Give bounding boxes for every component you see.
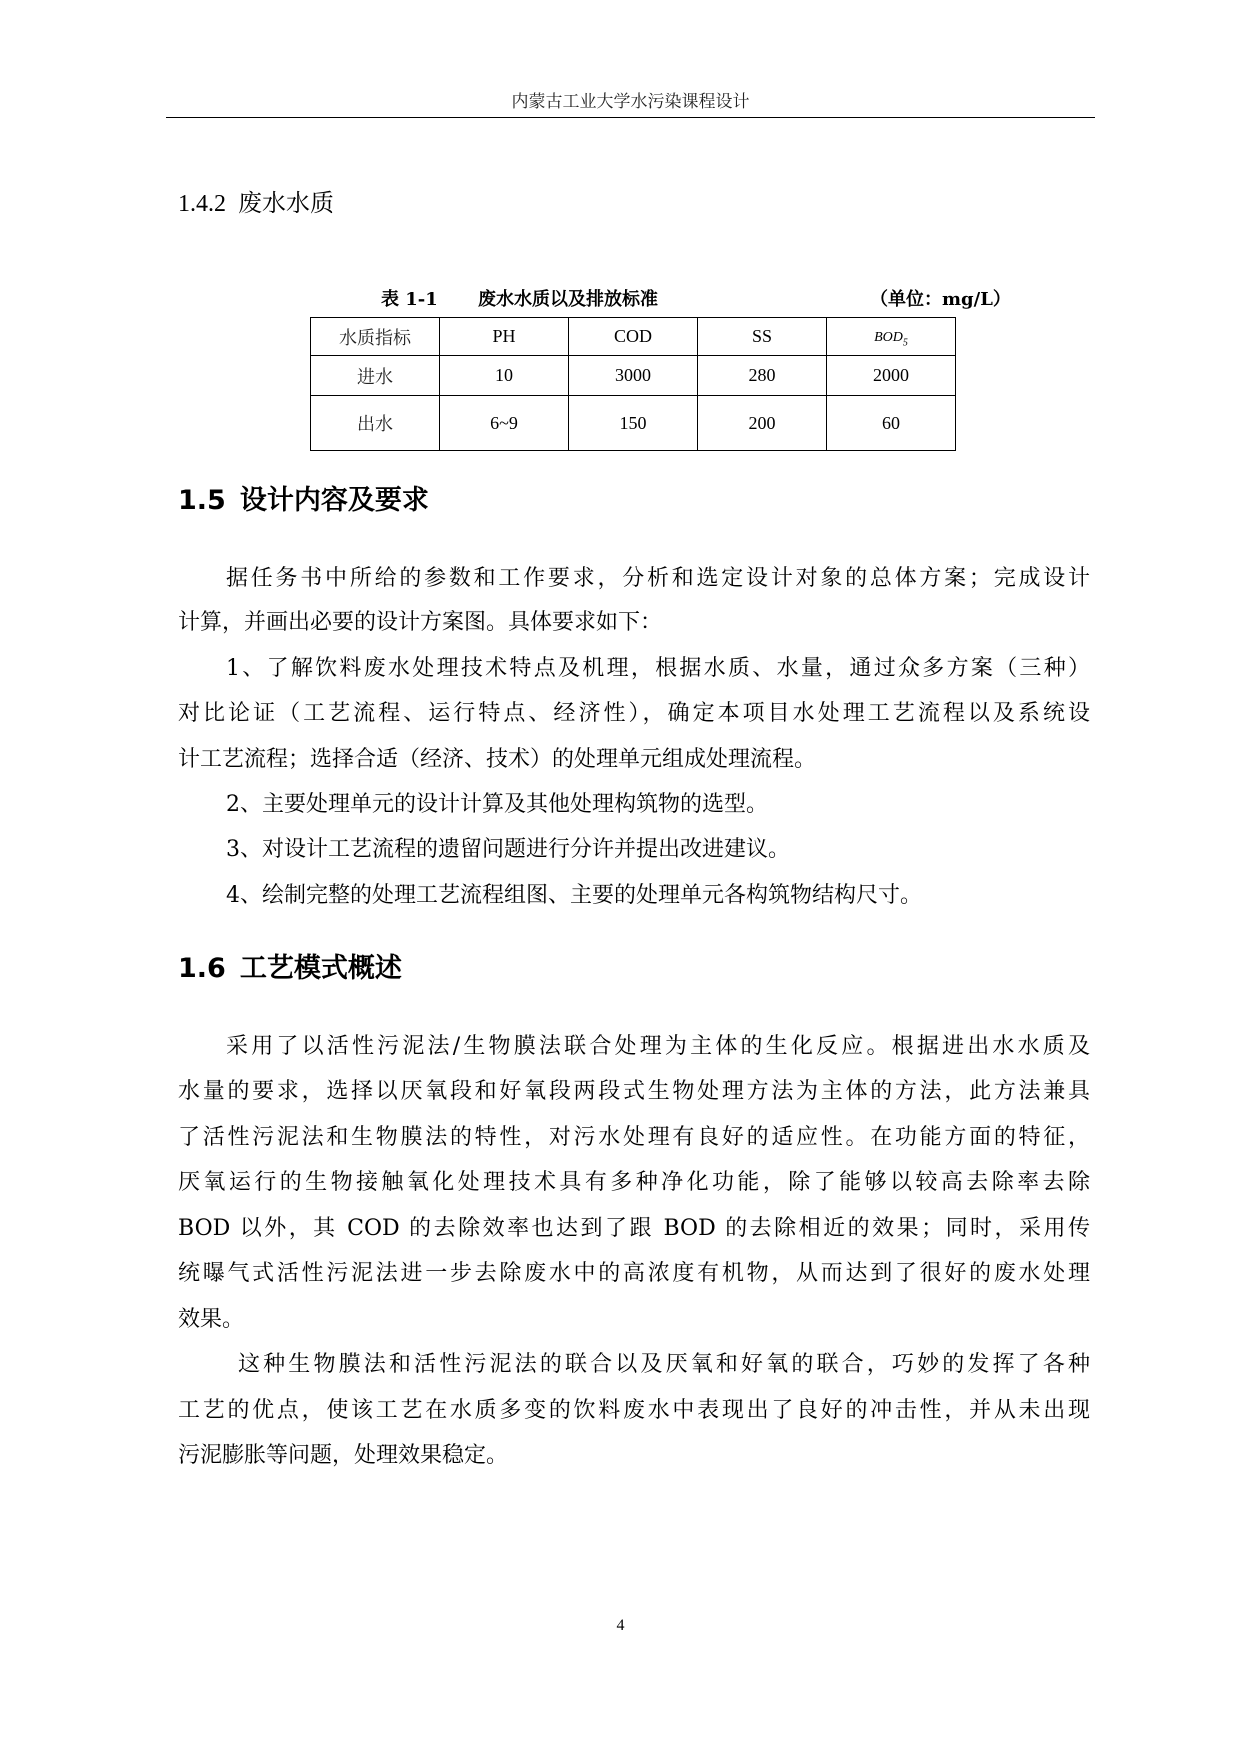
table-cell: 进水 [311, 356, 440, 396]
paragraph-line: 统曝气式活性污泥法进一步去除废水中的高浓度有机物，从而达到了很好的废水处理 [178, 1261, 1090, 1286]
section-1-5-heading [178, 482, 429, 520]
section-title: 废水水质 [238, 189, 334, 217]
paragraph-line: 4、绘制完整的处理工艺流程组图、主要的处理单元各构筑物结构尺寸。 [226, 883, 922, 908]
paragraph-line: 据任务书中所给的参数和工作要求，分析和选定设计对象的总体方案；完成设计 [226, 566, 1090, 591]
paragraph-line: 工艺的优点，使该工艺在水质多变的饮料废水中表现出了良好的冲击性，并从未出现 [178, 1398, 1090, 1423]
table-caption-number: 表 1-1 [381, 289, 438, 310]
paragraph-line: 对比论证（工艺流程、运行特点、经济性），确定本项目水处理工艺流程以及系统设 [178, 701, 1090, 726]
table-header-row [311, 318, 956, 356]
paragraph-line: 效果。 [178, 1307, 245, 1332]
paragraph-line: 3、对设计工艺流程的遗留问题进行分许并提出改进建议。 [226, 837, 790, 862]
table-caption-unit: （单位：mg/L） [870, 289, 1011, 310]
table-header-cell: SS [698, 318, 827, 356]
paragraph-line: 水量的要求，选择以厌氧段和好氧段两段式生物处理方法为主体的方法，此方法兼具 [178, 1079, 1090, 1104]
table-cell: 280 [698, 356, 827, 396]
running-header: 内蒙古工业大学水污染课程设计 [511, 92, 750, 112]
table-cell: 2000 [827, 356, 956, 396]
section-number: 1.4.2 [178, 191, 226, 217]
section-1-6-heading [178, 950, 402, 988]
header-rule [166, 117, 1095, 118]
section-number: 1.5 [178, 485, 226, 516]
table-header-cell-bod5 [827, 318, 956, 356]
paragraph-line: 1、了解饮料废水处理技术特点及机理，根据水质、水量，通过众多方案（三种） [226, 656, 1090, 681]
paragraph-line: 计工艺流程；选择合适（经济、技术）的处理单元组成处理流程。 [178, 747, 817, 772]
table-cell: 60 [827, 396, 956, 451]
paragraph-line: 计算，并画出必要的设计方案图。具体要求如下： [178, 610, 663, 635]
paragraph-line: 厌氧运行的生物接触氧化处理技术具有多种净化功能，除了能够以较高去除率去除 [178, 1170, 1090, 1195]
section-1-4-2-heading [178, 186, 334, 221]
section-title: 工艺模式概述 [239, 953, 402, 984]
table-header-cell: 水质指标 [311, 318, 440, 356]
table-header-cell: PH [440, 318, 569, 356]
paragraph-line: 了活性污泥法和生物膜法的特性，对污水处理有良好的适应性。在功能方面的特征， [178, 1125, 1090, 1150]
paragraph-line: 2、主要处理单元的设计计算及其他处理构筑物的选型。 [226, 792, 768, 817]
table-row [311, 356, 956, 396]
table-cell: 出水 [311, 396, 440, 451]
table-row [311, 396, 956, 451]
paragraph-line: 污泥膨胀等问题，处理效果稳定。 [178, 1443, 509, 1468]
bod-label: BOD [874, 329, 903, 345]
paragraph-line: BOD 以外，其 COD 的去除效率也达到了跟 BOD 的去除相近的效果；同时，采用传 [178, 1216, 1090, 1241]
table-cell: 10 [440, 356, 569, 396]
bod-subscript: 5 [902, 337, 908, 349]
table-header-cell: COD [569, 318, 698, 356]
section-number: 1.6 [178, 953, 226, 984]
paragraph-line: 这种生物膜法和活性污泥法的联合以及厌氧和好氧的联合，巧妙的发挥了各种 [238, 1352, 1090, 1377]
page-number: 4 [616, 1617, 625, 1634]
table-caption-title: 废水水质以及排放标准 [478, 289, 658, 310]
table-cell: 6~9 [440, 396, 569, 451]
paragraph-line: 采用了以活性污泥法/生物膜法联合处理为主体的生化反应。根据进出水水质及 [226, 1034, 1090, 1059]
table-cell: 3000 [569, 356, 698, 396]
table-cell: 200 [698, 396, 827, 451]
water-quality-table [310, 317, 956, 451]
section-title: 设计内容及要求 [239, 485, 429, 516]
table-cell: 150 [569, 396, 698, 451]
